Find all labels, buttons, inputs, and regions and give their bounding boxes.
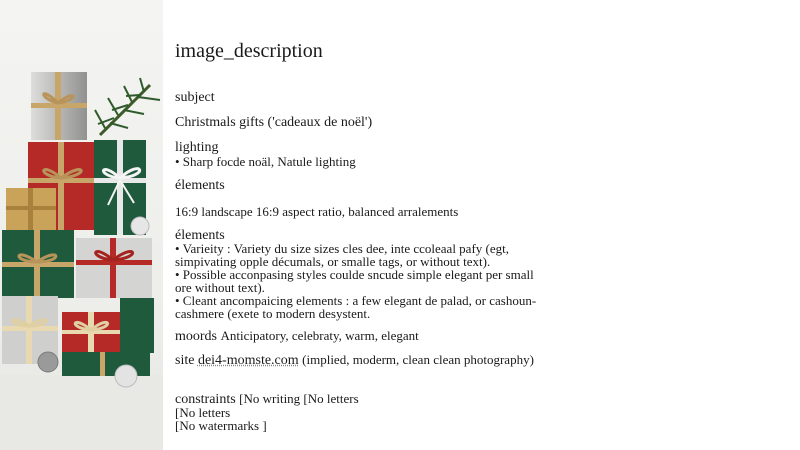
moods-label: moords — [175, 329, 217, 344]
gift-box-silver-red — [76, 238, 152, 298]
moods-value: Anticipatory, celebraty, warm, elegant — [220, 328, 419, 343]
lighting-heading: lighting — [175, 140, 219, 155]
site-row — [175, 352, 534, 369]
bullet-line: • Possible acconpasing styles coulde sncude simple elegant per small — [175, 267, 534, 282]
site-label: site — [175, 353, 195, 368]
description-document — [175, 0, 790, 450]
gift-stack-photo — [0, 0, 163, 450]
subject-value: Christmals gifts ('cadeaux de noël') — [175, 115, 373, 130]
moods-row — [175, 328, 419, 345]
constraint-item: [No writing [No letters — [239, 391, 359, 406]
ornament-ball-icon — [38, 352, 58, 372]
ornament-ball-icon — [115, 365, 137, 387]
constraints-label: constraints — [175, 392, 236, 407]
bullet-line: ore without text). — [175, 280, 265, 295]
lighting-item: • Sharp focde noäl, Natule lighting — [175, 154, 356, 169]
elements-heading: élements — [175, 178, 225, 193]
document-title: image_description — [175, 40, 323, 62]
bullet-line: cashmere (exete to modern desystent. — [175, 306, 371, 321]
gift-stack-illustration — [0, 0, 163, 450]
constraint-item: [No watermarks ] — [175, 418, 267, 433]
ornament-ball-icon — [131, 217, 149, 235]
gift-box-gold — [6, 188, 56, 230]
format-line: 16:9 landscape 16:9 aspect ratio, balanced arralements — [175, 204, 459, 219]
gift-box-red-2 — [62, 312, 120, 354]
bullet-line: • Varieity : Variety du size sizes cles dee, inte ccoleaal pafy (egt, — [175, 241, 509, 256]
site-value: (implied, moderm, clean clean photography) — [302, 352, 534, 367]
pine-branch-icon — [95, 78, 160, 135]
bullet-line: simpivating opple décumals, or smalle tags, or without text). — [175, 254, 491, 269]
site-link[interactable]: dei4-momste.com — [197, 353, 299, 368]
elements-heading-2: élements — [175, 228, 225, 243]
gift-box-green-3 — [120, 298, 154, 353]
subject-heading: subject — [175, 90, 215, 105]
constraint-item: [No letters — [175, 405, 231, 420]
bullet-line: • Cleant ancompaicing elements : a few elegant de palad, or cashoun- — [175, 293, 537, 308]
gift-box-green-2 — [2, 230, 74, 298]
gift-box-silver-top — [31, 72, 87, 140]
